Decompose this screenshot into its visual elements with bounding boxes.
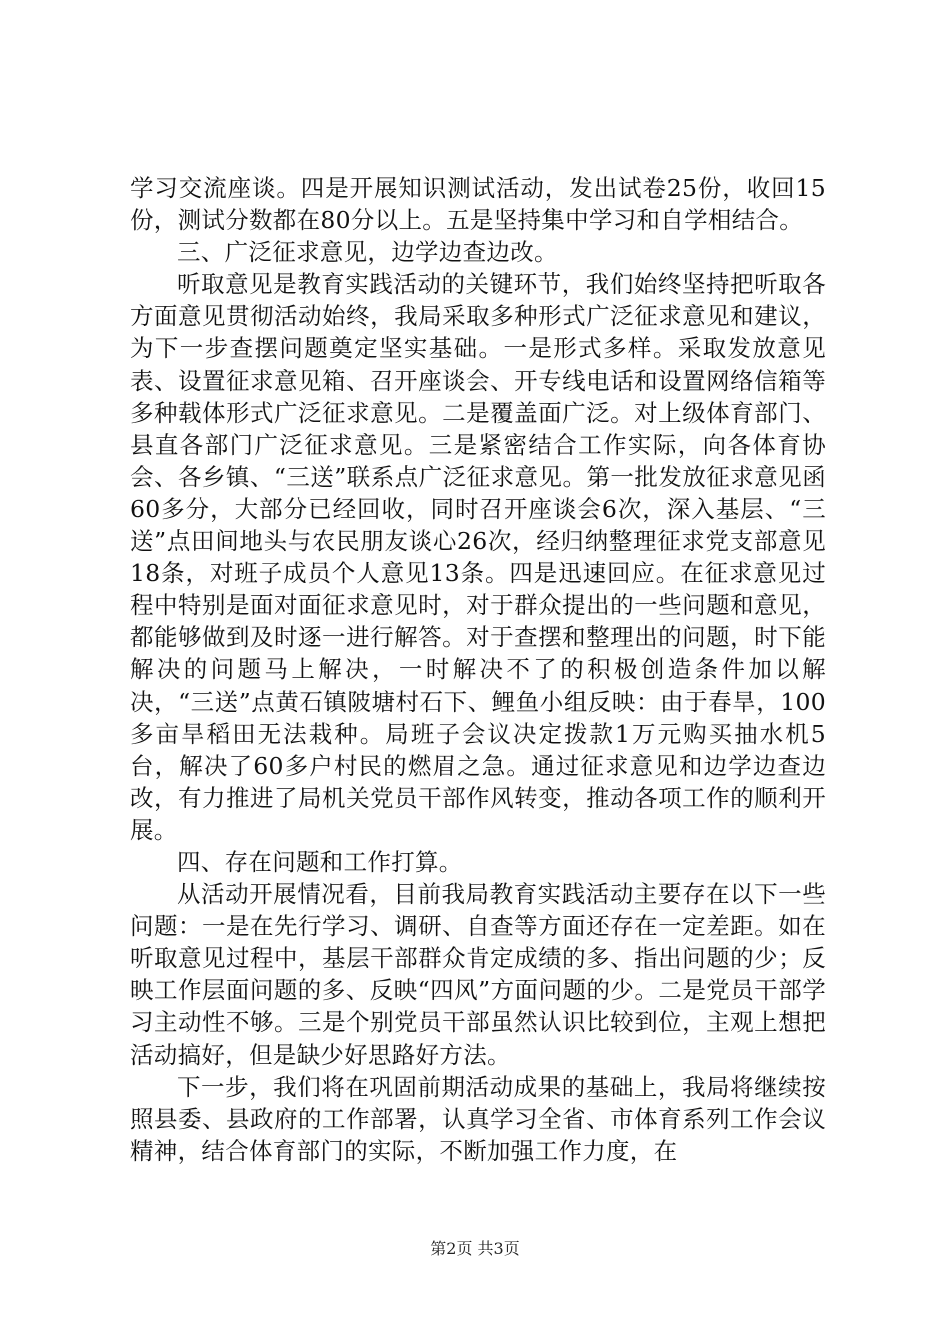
paragraph-next-steps: 下一步，我们将在巩固前期活动成果的基础上，我局将继续按照县委、县政府的工作部署，认真学习全省、市体育系列工作会议精神，结合体育部门的实际，不断加强工作力度，在 [130,1072,826,1165]
paragraph-continuation: 学习交流座谈。四是开展知识测试活动，发出试卷25份，收回15份，测试分数都在80分以上。五是坚持集中学习和自学相结合。 [130,174,826,235]
paragraph-feedback: 听取意见是教育实践活动的关键环节，我们始终坚持把听取各方面意见贯彻活动始终，我局采取多种形式广泛征求意见和建议，为下一步查摆问题奠定坚实基础。一是形式多样。采取发放意见表、设置征求意见箱、召开座谈会、开专线电话和设置网络信箱等多种载体形式广泛征求意见。二是覆盖面广泛。对上级体育部门、县直各部门广泛征求意见。三是紧密结合工作实际，向各体育协会、各乡镇、“三送”联系点广泛征求意见。第一批发放征求意见函60多分，大部分已经回收，同时召开座谈会6次，深入基层、“三送”点田间地头与农民朋友谈心26次，经归纳整理征求党支部意见18条，对班子成员个人意见13条。四是迅速回应。在征求意见过程中特别是面对面征求意见时，对于群众提出的一些问题和意见，都能够做到及时逐一进行解答。对于查摆和整理出的问题，时下能解决的问题马上解决，一时解决不了的积极创造条件加以解决，“三送”点黄石镇陂塘村石下、鲤鱼小组反映：由于春旱，100多亩旱稻田无法栽种。局班子会议决定拨款1万元购买抽水机5台，解决了60多户村民的燃眉之急。通过征求意见和边学边查边改，有力推进了局机关党员干部作风转变，推动各项工作的顺利开展。 [130,270,826,844]
document-body [130,172,826,1167]
paragraph-problems: 从活动开展情况看，目前我局教育实践活动主要存在以下一些问题：一是在先行学习、调研、自查等方面还存在一定差距。如在听取意见过程中，基层干部群众肯定成绩的多、指出问题的少；反映工作层面问题的多、反映“四风”方面问题的少。二是党员干部学习主动性不够。三是个别党员干部虽然认识比较到位，主观上想把活动搞好，但是缺少好思路好方法。 [130,880,826,1069]
page-number-footer: 第2页 共3页 [430,1239,520,1258]
section-heading-4: 四、存在问题和工作打算。 [177,847,463,876]
section-heading-3: 三、广泛征求意见，边学边查边改。 [177,238,558,267]
